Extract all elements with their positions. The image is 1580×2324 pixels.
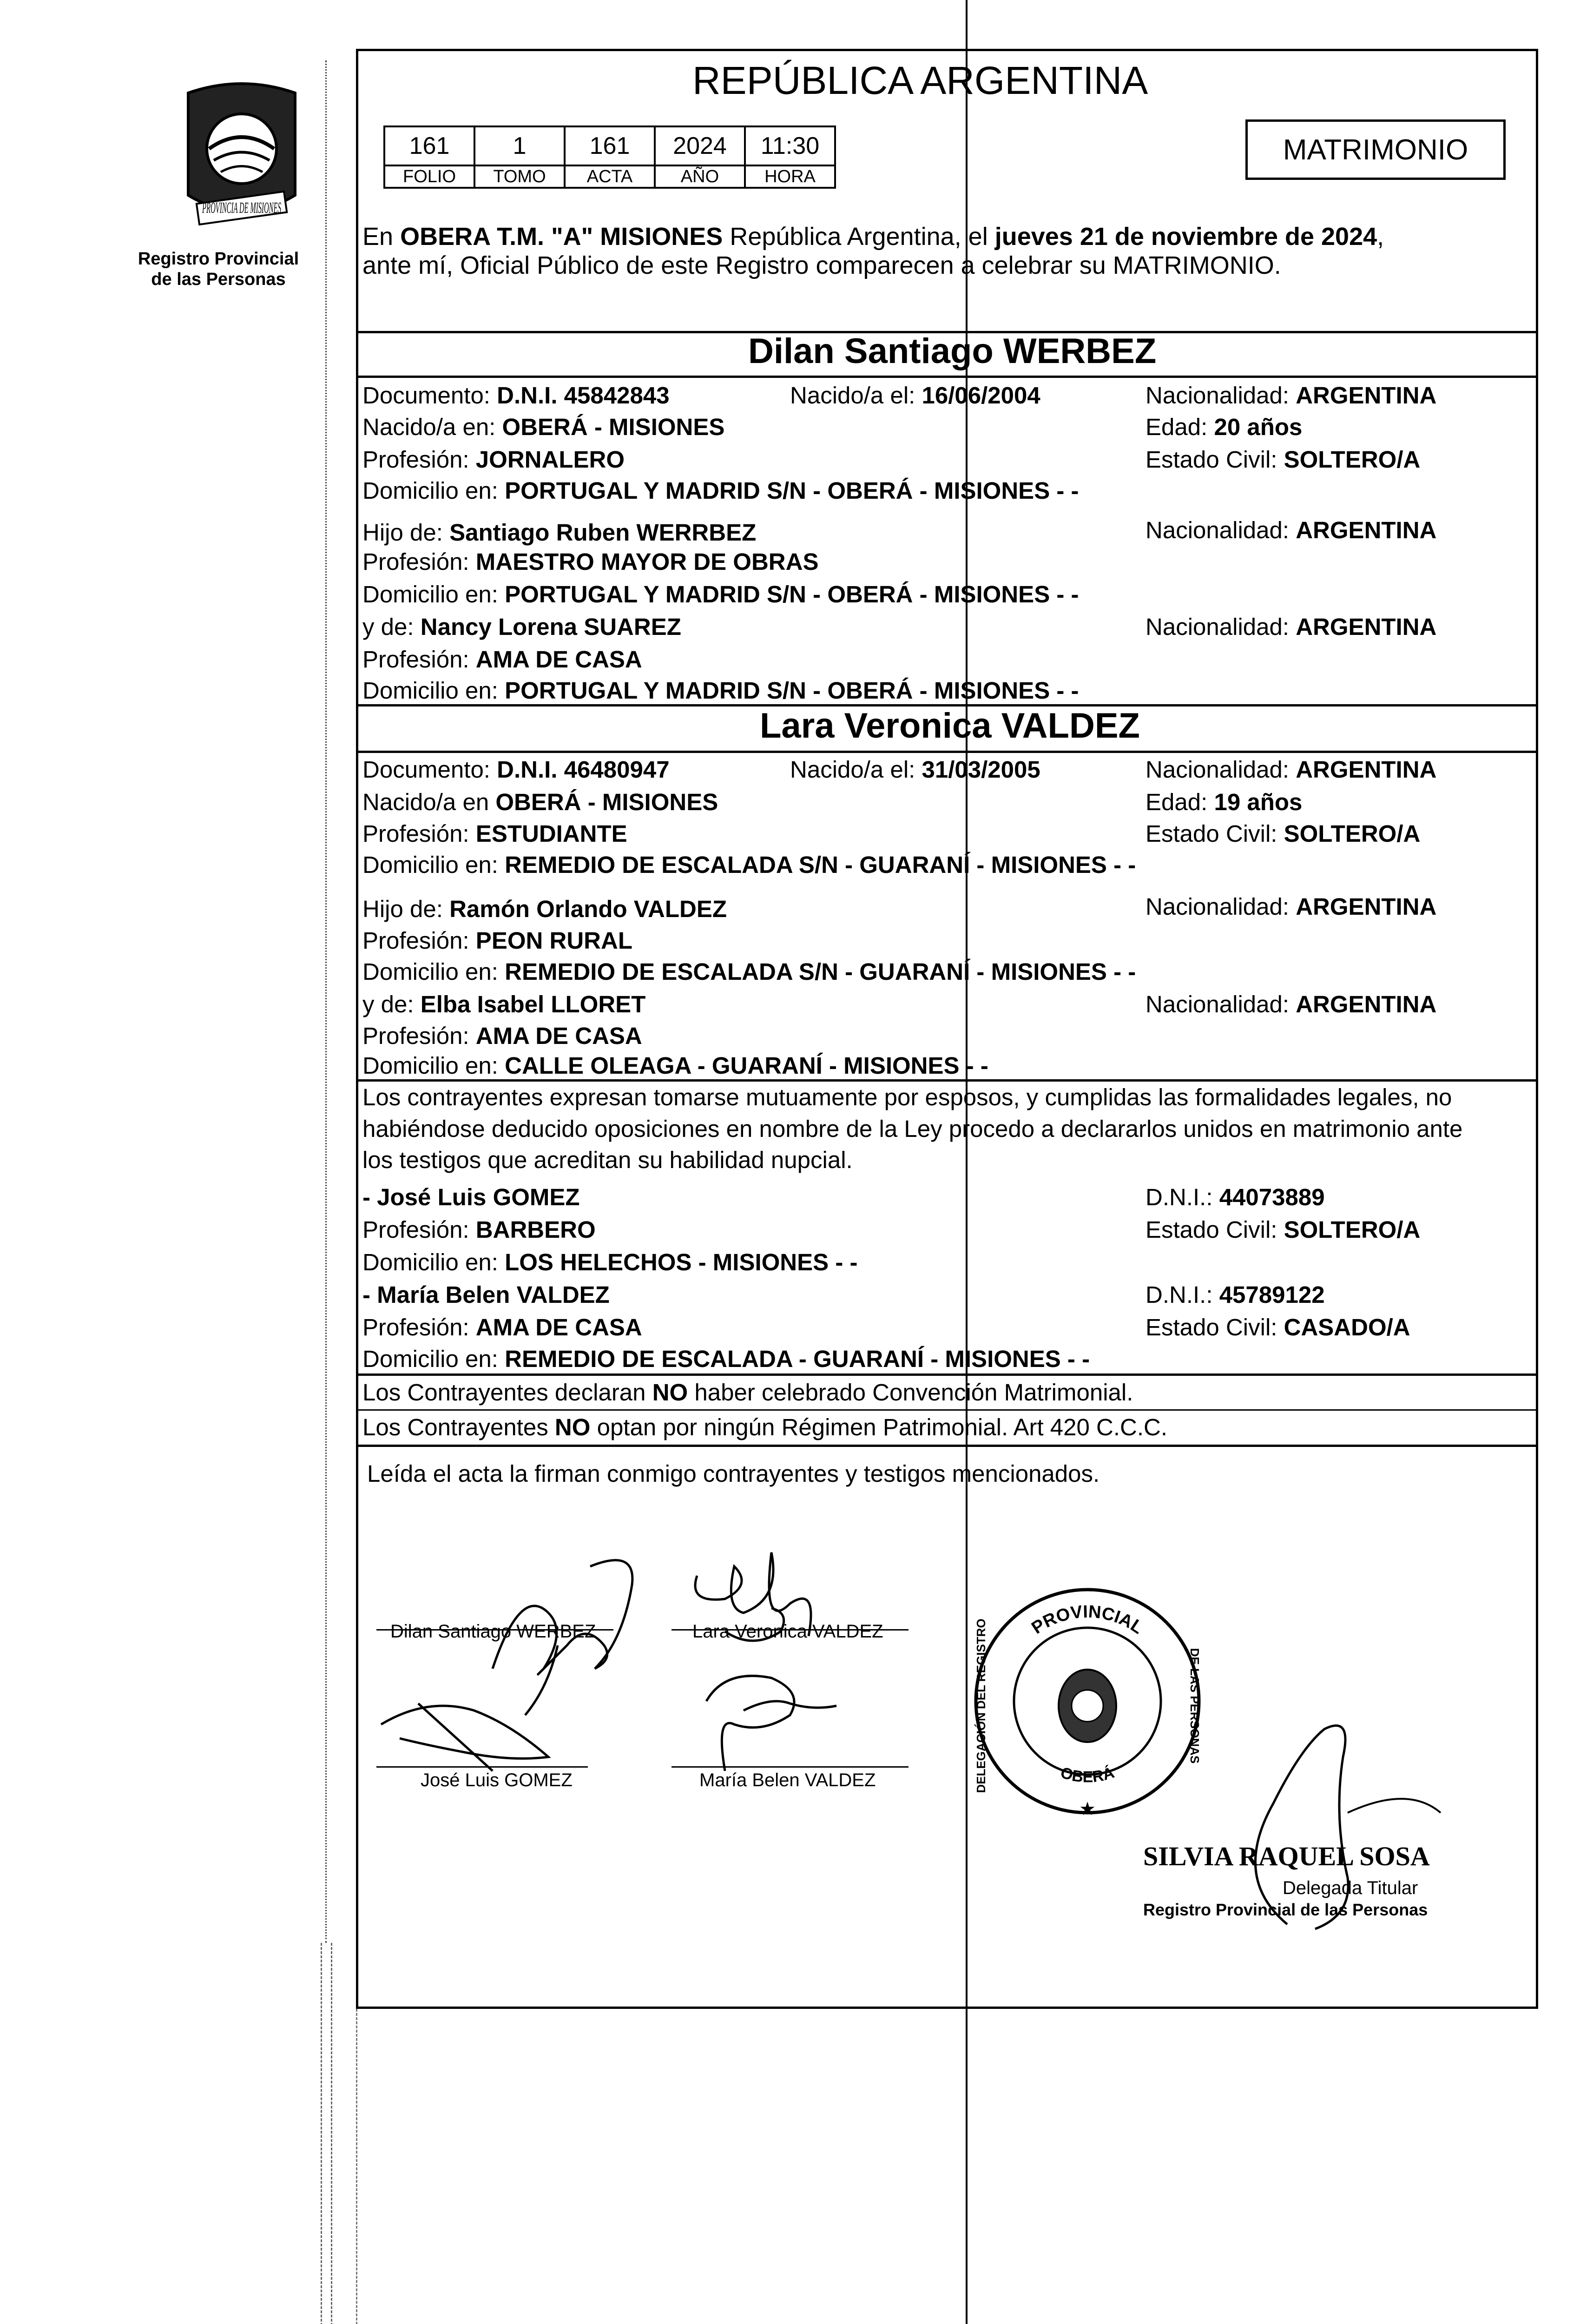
label: D.N.I.: — [1146, 1184, 1219, 1210]
value: BARBERO — [475, 1216, 596, 1243]
groom-address — [362, 476, 1079, 505]
official-signature — [1199, 1701, 1459, 1934]
label: Domicilio en: — [362, 852, 505, 878]
bride-mother-profession — [362, 1022, 642, 1050]
witness-2-name: - María Belen VALDEZ — [362, 1281, 610, 1308]
witness2-signature-caption: María Belen VALDEZ — [699, 1770, 876, 1790]
label: Nacionalidad: — [1146, 517, 1296, 543]
value: PORTUGAL Y MADRID S/N - OBERÁ - MISIONES - - — [505, 677, 1079, 704]
regime-bottom-rule — [356, 1445, 1538, 1447]
value: Elba Isabel LLORET — [420, 991, 646, 1017]
groom-profession — [362, 445, 625, 474]
label: y de: — [362, 614, 421, 640]
witness-1-profession — [362, 1215, 596, 1244]
registry-logo — [179, 79, 304, 232]
registry-name-line1: Registro Provincial — [138, 249, 299, 269]
label: D.N.I.: — [1146, 1281, 1219, 1308]
seal-star-icon: ★ — [1079, 1798, 1096, 1820]
intro-date: jueves 21 de noviembre de 2024 — [994, 223, 1377, 251]
value: D.N.I. 45842843 — [497, 382, 670, 409]
value: PORTUGAL Y MADRID S/N - OBERÁ - MISIONES - - — [505, 477, 1079, 504]
value: 20 años — [1214, 414, 1303, 440]
bride-father-profession — [362, 926, 632, 955]
label: Domicilio en: — [362, 581, 505, 607]
label: Domicilio en: — [362, 1346, 505, 1372]
value: 45789122 — [1219, 1281, 1325, 1308]
registry-name-line2: de las Personas — [151, 270, 286, 289]
label: Estado Civil: — [1146, 1314, 1284, 1340]
witness-1-address — [362, 1248, 857, 1277]
record-type-box — [1245, 119, 1506, 180]
intro-post: , — [1377, 223, 1384, 251]
value: SOLTERO/A — [1284, 1216, 1421, 1243]
regime-line-1 — [362, 1378, 1133, 1407]
value: REMEDIO DE ESCALADA S/N - GUARANÍ - MISIONES - - — [505, 852, 1136, 878]
groom-civil-status — [1146, 445, 1420, 474]
value: AMA DE CASA — [475, 646, 642, 673]
official-name: SILVIA RAQUEL SOSA — [1143, 1841, 1430, 1871]
label: Domicilio en: — [362, 1052, 505, 1079]
label: Profesión: — [362, 1314, 476, 1340]
tomo-label: TOMO — [474, 165, 565, 188]
intro-line-2: ante mí, Oficial Público de este Registro comparecen a celebrar su MATRIMONIO. — [362, 251, 1281, 279]
label: Profesión: — [362, 1023, 476, 1049]
margin-line-lower-2 — [331, 1943, 332, 2324]
groom-mother-nationality — [1146, 613, 1436, 641]
anio-label: AÑO — [655, 165, 745, 188]
pre: Los Contrayentes — [362, 1414, 555, 1440]
seal-text-top: PROVINCIAL — [1028, 1602, 1147, 1638]
official-title: Delegada Titular — [1283, 1878, 1418, 1898]
seal-text-right: DE LAS PERSONAS — [1188, 1648, 1202, 1764]
witness-1-name: - José Luis GOMEZ — [362, 1184, 580, 1210]
value: 44073889 — [1219, 1184, 1325, 1210]
intro-line-1 — [362, 222, 1384, 251]
intro-pre: En — [362, 223, 401, 251]
regime-mid-rule — [356, 1409, 1538, 1411]
groom-heading-rule — [356, 376, 1538, 378]
groom-name-heading: Dilan Santiago WERBEZ — [748, 331, 1157, 371]
pre: Los Contrayentes declaran — [362, 1379, 652, 1406]
witness-2-dni — [1146, 1281, 1325, 1309]
official-seal — [967, 1580, 1208, 1822]
witness-2-address — [362, 1345, 1090, 1373]
value: Ramón Orlando VALDEZ — [449, 896, 727, 922]
label: y de: — [362, 991, 421, 1017]
folio-label: FOLIO — [384, 165, 474, 188]
witness2-signature — [706, 1676, 836, 1771]
value: SOLTERO/A — [1284, 820, 1421, 847]
value: ARGENTINA — [1296, 756, 1437, 783]
witness-1-dni — [1146, 1183, 1325, 1212]
witness1-signature-caption: José Luis GOMEZ — [421, 1770, 573, 1790]
witness2-signature-line — [672, 1766, 908, 1768]
label: Edad: — [1146, 789, 1214, 815]
value: OBERÁ - MISIONES — [502, 414, 725, 440]
bride-name-heading: Lara Veronica VALDEZ — [760, 706, 1140, 746]
bride-signature-caption: Lara Veronica VALDEZ — [692, 1621, 883, 1642]
bride-father-address — [362, 957, 1136, 986]
value: 19 años — [1214, 789, 1303, 815]
bride-mother-nationality — [1146, 990, 1436, 1019]
signatures-drawing — [372, 1492, 976, 1817]
groom-born-on — [790, 381, 1040, 410]
value: PEON RURAL — [475, 927, 632, 954]
provincial-shield-icon — [179, 79, 304, 232]
frame-continuation — [356, 2009, 360, 2324]
regime-line-2 — [362, 1413, 1167, 1442]
value: Nancy Lorena SUAREZ — [420, 614, 681, 640]
label: Nacionalidad: — [1146, 382, 1296, 409]
bride-mother-address — [362, 1051, 988, 1080]
label: Nacionalidad: — [1146, 893, 1296, 920]
value: ARGENTINA — [1296, 382, 1437, 409]
country-title: REPÚBLICA ARGENTINA — [692, 59, 1148, 102]
label: Profesión: — [362, 548, 476, 575]
label: Domicilio en: — [362, 677, 505, 704]
hora-label: HORA — [745, 165, 835, 188]
label: Domicilio en: — [362, 1249, 505, 1275]
bride-document — [362, 755, 670, 784]
value: Santiago Ruben WERRBEZ — [449, 519, 757, 546]
label: Profesión: — [362, 446, 476, 473]
anio-value: 2024 — [655, 126, 745, 165]
label: Nacionalidad: — [1146, 991, 1296, 1017]
label: Nacido/a el: — [790, 756, 922, 783]
label: Profesión: — [362, 1216, 476, 1243]
value: 16/06/2004 — [922, 382, 1040, 409]
margin-line-lower — [321, 1943, 322, 2324]
value: REMEDIO DE ESCALADA S/N - GUARANÍ - MISIONES - - — [505, 958, 1136, 985]
registry-name — [135, 249, 302, 290]
bold: NO — [554, 1414, 591, 1440]
groom-father — [362, 518, 756, 547]
bride-mother — [362, 990, 645, 1019]
closing-line: Leída el acta la firman conmigo contrayentes y testigos mencionados. — [367, 1460, 1100, 1487]
seal-text-left: DELEGACIÓN DEL REGISTRO — [974, 1618, 988, 1793]
regime-top-rule — [356, 1373, 1538, 1376]
value: CALLE OLEAGA - GUARANÍ - MISIONES - - — [505, 1052, 988, 1079]
groom-mother-address — [362, 676, 1079, 705]
value: LOS HELECHOS - MISIONES - - — [505, 1249, 858, 1275]
label: Estado Civil: — [1146, 1216, 1284, 1243]
witness-2-civil-status — [1146, 1313, 1410, 1342]
value: ARGENTINA — [1296, 893, 1437, 920]
value: ARGENTINA — [1296, 614, 1437, 640]
value: CASADO/A — [1284, 1314, 1410, 1340]
declaration-line-2: habiéndose deducido oposiciones en nombre de la Ley procedo a declararlos unidos en matrimonio ante — [362, 1116, 1463, 1142]
folio-value: 161 — [384, 126, 474, 165]
value: OBERÁ - MISIONES — [495, 789, 718, 815]
value: ARGENTINA — [1296, 517, 1437, 543]
post: optan por ningún Régimen Patrimonial. Art 420 C.C.C. — [590, 1414, 1168, 1440]
label: Hijo de: — [362, 519, 450, 546]
value: AMA DE CASA — [475, 1023, 642, 1049]
label: Hijo de: — [362, 896, 450, 922]
bride-profession — [362, 819, 627, 848]
hora-value: 11:30 — [745, 126, 835, 165]
bride-civil-status — [1146, 819, 1420, 848]
groom-nationality — [1146, 381, 1436, 410]
groom-signature-caption: Dilan Santiago WERBEZ — [390, 1621, 596, 1642]
declaration-line-1: Los contrayentes expresan tomarse mutuamente por esposos, y cumplidas las formalidades legales, no — [362, 1084, 1452, 1110]
label: Nacionalidad: — [1146, 756, 1296, 783]
witness-1-civil-status — [1146, 1215, 1420, 1244]
bride-address — [362, 851, 1136, 879]
witness-2-profession — [362, 1313, 642, 1342]
label: Profesión: — [362, 820, 476, 847]
label: Documento: — [362, 382, 497, 409]
label: Edad: — [1146, 414, 1214, 440]
bold: NO — [652, 1379, 688, 1406]
value: 31/03/2005 — [922, 756, 1040, 783]
groom-mother-profession — [362, 645, 642, 674]
bride-nationality — [1146, 755, 1436, 784]
label: Domicilio en: — [362, 477, 505, 504]
record-number-table — [383, 125, 836, 189]
label: Nacionalidad: — [1146, 614, 1296, 640]
value: D.N.I. 46480947 — [497, 756, 670, 783]
declaration-top-rule — [356, 1079, 1538, 1082]
intro-place: OBERA T.M. "A" MISIONES — [400, 223, 723, 251]
groom-mother — [362, 613, 681, 641]
official-office: Registro Provincial de las Personas — [1143, 1900, 1428, 1919]
groom-document — [362, 381, 670, 410]
label: Estado Civil: — [1146, 820, 1284, 847]
groom-born-in — [362, 413, 724, 442]
label: Profesión: — [362, 927, 476, 954]
label: Nacido/a en: — [362, 414, 502, 440]
groom-father-address — [362, 580, 1079, 609]
value: REMEDIO DE ESCALADA - GUARANÍ - MISIONES - - — [505, 1346, 1090, 1372]
intro-mid: República Argentina, el — [723, 223, 995, 251]
groom-father-profession — [362, 548, 818, 576]
value: SOLTERO/A — [1284, 446, 1421, 473]
value: PORTUGAL Y MADRID S/N - OBERÁ - MISIONES - - — [505, 581, 1079, 607]
witness1-signature — [381, 1703, 548, 1771]
bride-heading-rule — [356, 751, 1538, 753]
bride-father — [362, 895, 727, 924]
value: ESTUDIANTE — [475, 820, 627, 847]
bride-father-nationality — [1146, 892, 1436, 921]
label: Estado Civil: — [1146, 446, 1284, 473]
bride-born-on — [790, 755, 1040, 784]
groom-father-nationality — [1146, 516, 1436, 545]
value: ARGENTINA — [1296, 991, 1437, 1017]
value: MAESTRO MAYOR DE OBRAS — [475, 548, 819, 575]
acta-value: 161 — [565, 126, 655, 165]
value: JORNALERO — [475, 446, 625, 473]
seal-text-bottom: OBERÁ — [1058, 1763, 1117, 1786]
label: Documento: — [362, 756, 497, 783]
logo-text: PROVINCIA DE MISIONES — [202, 199, 281, 217]
value: AMA DE CASA — [475, 1314, 642, 1340]
groom-age — [1146, 413, 1302, 442]
post: haber celebrado Convención Matrimonial. — [688, 1379, 1133, 1406]
label: Profesión: — [362, 646, 476, 673]
bride-born-in — [362, 788, 718, 817]
label: Nacido/a el: — [790, 382, 922, 409]
margin-line — [325, 60, 327, 1943]
record-type: MATRIMONIO — [1283, 133, 1468, 166]
label: Nacido/a en — [362, 789, 496, 815]
declaration-line-3: los testigos que acreditan su habilidad nupcial. — [362, 1147, 853, 1173]
label: Domicilio en: — [362, 958, 505, 985]
witness1-signature-line — [376, 1766, 588, 1768]
acta-label: ACTA — [565, 165, 655, 188]
tomo-value: 1 — [474, 126, 565, 165]
bride-age — [1146, 788, 1302, 817]
